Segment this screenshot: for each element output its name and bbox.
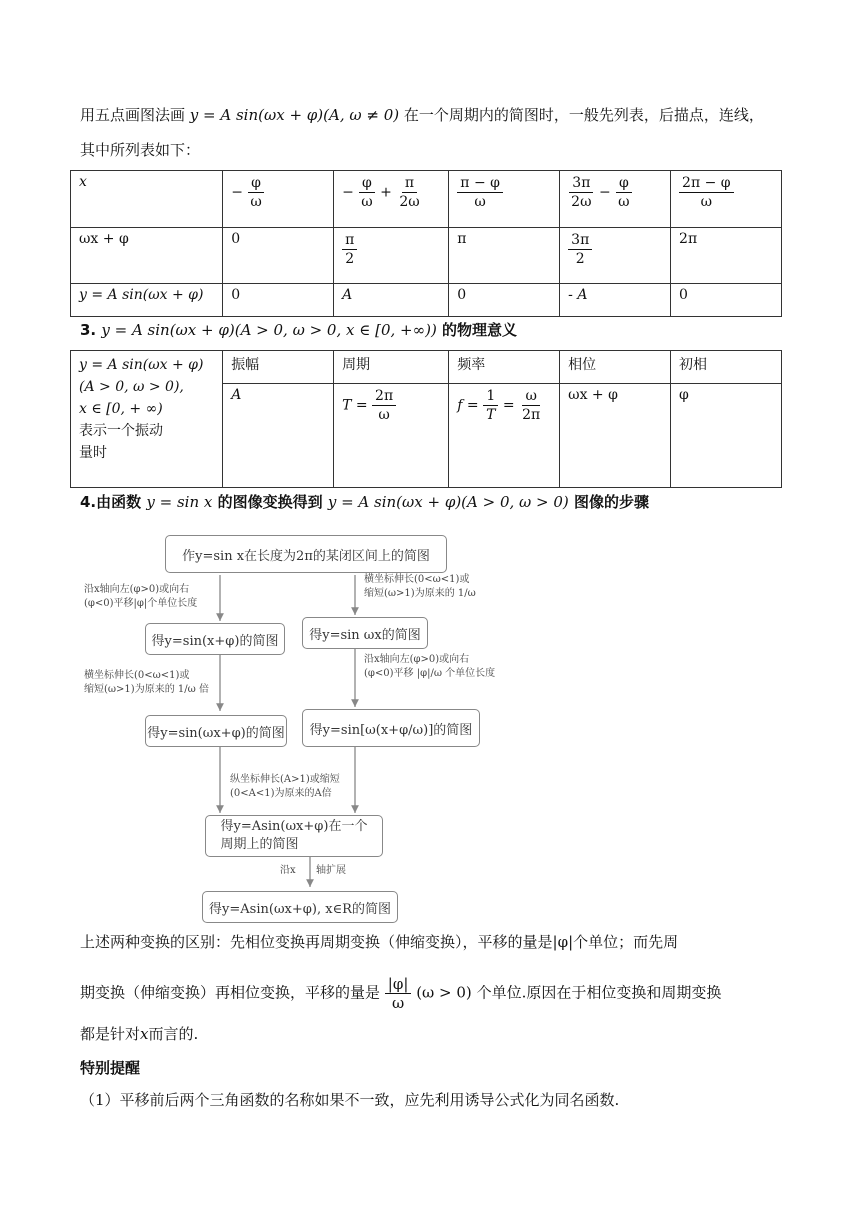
five-point-table [70, 170, 782, 317]
table-row-y [71, 284, 782, 317]
header-amplitude: 振幅 [223, 351, 334, 384]
x-cell-2: − $\frac{\varphi}{\omega}$ + $\frac{\pi}{2\omega}$ [334, 171, 449, 228]
value-period: T = $\frac{2\pi}{\omega}$ [334, 384, 449, 488]
flow-note-vertical-scale: 纵坐标伸长(A>1)或缩短 (0<A<1)为原来的A倍 [230, 774, 340, 799]
phase-cell-5: 2π [671, 228, 782, 284]
flow-box-period: 得y=Asin(ωx+φ)在一个 周期上的简图 [205, 815, 383, 857]
intro-text-end: 在一个周期内的简图时，一般先列表，后描点，连线， [403, 106, 764, 124]
row-label-phase: ωx + φ [71, 228, 223, 284]
y-cell-2: A [334, 284, 449, 317]
y-cell-5: 0 [671, 284, 782, 317]
header-initial-phase: 初相 [671, 351, 782, 384]
flow-note-scale-right: 横坐标伸长(0<ω<1)或 缩短(ω>1)为原来的 1/ω [364, 574, 476, 599]
flow-note-extend-right: 轴扩展 [316, 865, 346, 876]
flow-start-box: 作y=sin x在长度为2π的某闭区间上的简图 [165, 535, 447, 573]
row-label-x: x [71, 171, 223, 228]
value-frequency: f = $\frac{1}{T}$ = $\frac{\omega}{2\pi}$ [449, 384, 560, 488]
y-cell-1: 0 [223, 284, 334, 317]
flow-box-sin-omega-x-phi: 得y=sin(ωx+φ)的简图 [145, 715, 287, 747]
intro-line-2: 其中所列表如下： [80, 141, 201, 159]
flow-note-shift-right: 沿x轴向左(φ>0)或向右 (φ<0)平移 |φ|/ω 个单位长度 [364, 654, 496, 679]
flow-note-scale-left: 横坐标伸长(0<ω<1)或 缩短(ω>1)为原来的 1/ω 倍 [84, 670, 209, 695]
para-line-3: 都是针对x而言的. [80, 1025, 199, 1043]
flow-box-sin-x-phi: 得y=sin(x+φ)的简图 [145, 623, 285, 655]
reminder-item-1: （1）平移前后两个三角函数的名称如果不一致，应先利用诱导公式化为同名函数. [80, 1091, 620, 1109]
x-cell-1: − $\frac{\varphi}{\omega}$ [223, 171, 334, 228]
header-frequency: 频率 [449, 351, 560, 384]
value-amplitude: A [223, 384, 334, 488]
flow-note-shift-left: 沿x轴向左(φ>0)或向右 (φ<0)平移|φ|个单位长度 [84, 584, 198, 609]
phase-cell-2: $\frac{\pi}{2}$ [334, 228, 449, 284]
header-period: 周期 [334, 351, 449, 384]
table-header-row [71, 351, 782, 384]
flow-box-sin-omega-shift: 得y=sin[ω(x+φ/ω)]的简图 [302, 709, 480, 747]
section-3-heading: 3. y = A sin(ωx + φ)(A > 0, ω > 0, x ∈ [0, +∞)) 的物理意义 [80, 321, 518, 339]
flow-box-sin-omega-x: 得y=sin ωx的简图 [302, 617, 428, 649]
intro-text: 用五点画图法画 [80, 106, 186, 124]
header-phase: 相位 [560, 351, 671, 384]
phase-cell-4: $\frac{3\pi}{2}$ [560, 228, 671, 284]
reminder-title: 特别提醒 [80, 1059, 141, 1077]
left-description: y = A sin(ωx + φ) (A > 0, ω > 0), x ∈ [0, + ∞) 表示一个振动 量时 [71, 351, 223, 488]
flow-note-extend-left: 沿x [280, 865, 296, 876]
y-cell-3: 0 [449, 284, 560, 317]
intro-line-1 [80, 105, 764, 125]
table-row-phase [71, 228, 782, 284]
transformation-flowchart [70, 525, 510, 925]
para-line-2: 期变换（伸缩变换）再相位变换，平移的量是 $\frac{|\varphi|}{\omega}$ (ω > 0) 个单位.原因在于相位变换和周期变换 [80, 975, 722, 1012]
section-4-heading: 4.由函数 y = sin x 的图像变换得到 y = A sin(ωx + φ)(A > 0, ω > 0) 图像的步骤 [80, 493, 650, 511]
table-row-x [71, 171, 782, 228]
phase-cell-1: 0 [223, 228, 334, 284]
x-cell-3: $\frac{\pi - \varphi}{\omega}$ [449, 171, 560, 228]
value-phase: ωx + φ [560, 384, 671, 488]
y-cell-4: - A [560, 284, 671, 317]
x-cell-5: $\frac{2\pi - \varphi}{\omega}$ [671, 171, 782, 228]
physics-meaning-table [70, 350, 782, 488]
x-cell-4: $\frac{3\pi}{2\omega}$ − $\frac{\varphi}{\omega}$ [560, 171, 671, 228]
flow-final-box: 得y=Asin(ωx+φ), x∈R的简图 [202, 891, 398, 923]
row-label-y: y = A sin(ωx + φ) [71, 284, 223, 317]
para-line-1: 上述两种变换的区别：先相位变换再周期变换（伸缩变换），平移的量是|φ|个单位；而先周 [80, 933, 679, 951]
phase-cell-3: π [449, 228, 560, 284]
value-initial-phase: φ [671, 384, 782, 488]
intro-formula: y = A sin(ωx + φ)(A, ω ≠ 0) [189, 106, 400, 124]
